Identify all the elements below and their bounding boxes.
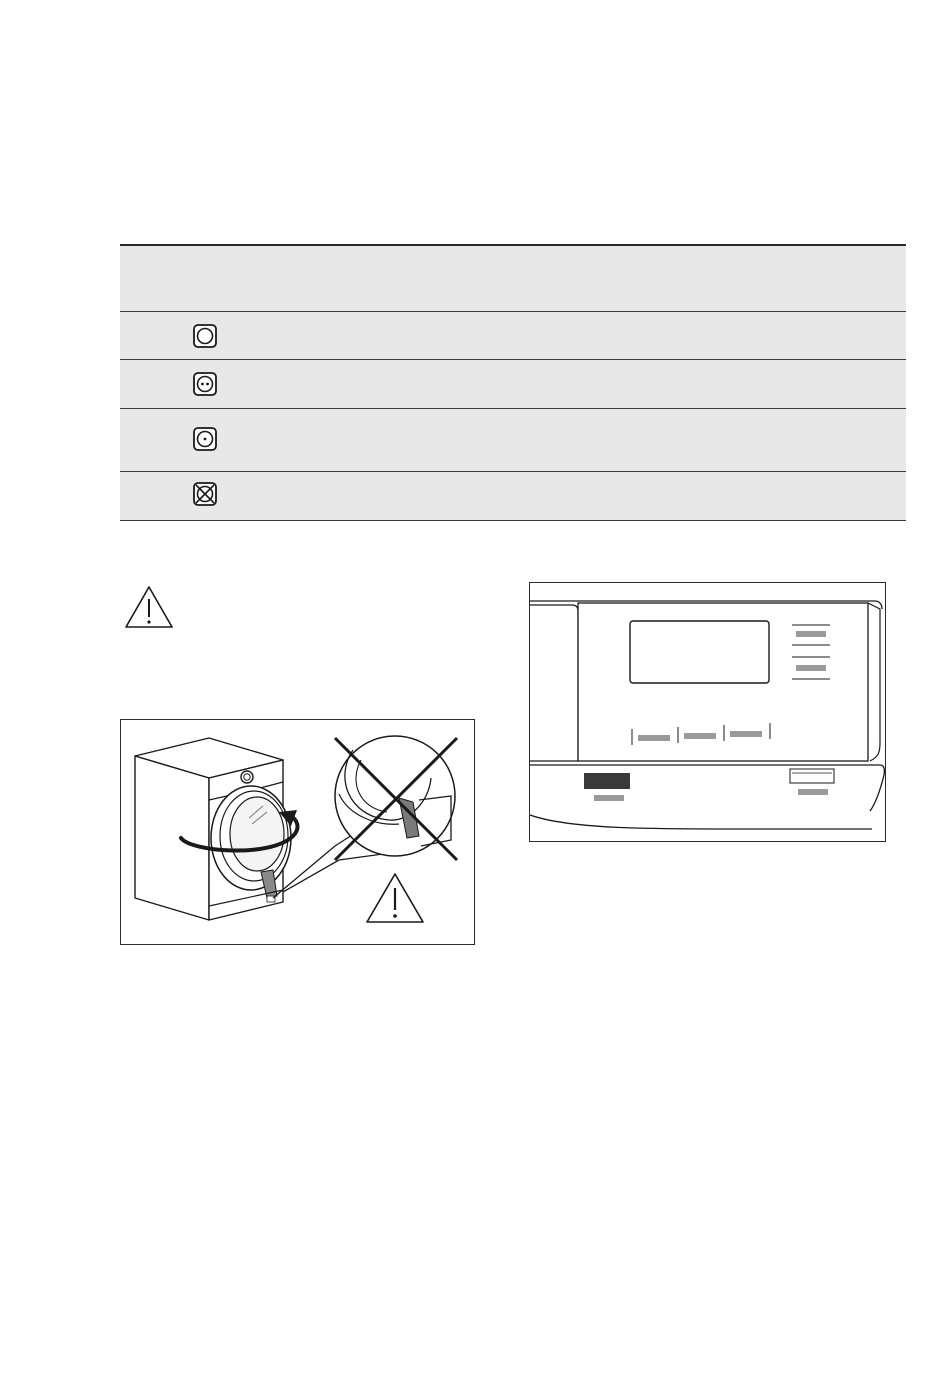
dryer-machine-icon	[121, 720, 474, 944]
control-panel-illustration	[529, 582, 886, 842]
button-icon	[584, 773, 630, 789]
warning-triangle-icon	[367, 874, 423, 922]
care-symbols-table	[120, 244, 906, 521]
display-screen-icon	[630, 621, 769, 683]
do-not-tumble-dry-icon	[193, 482, 217, 506]
warning-triangle-icon	[124, 585, 174, 629]
door-illustration	[120, 719, 475, 945]
table-row	[120, 360, 906, 409]
button-icon	[790, 769, 834, 783]
table-row	[120, 312, 906, 360]
table-header-row	[120, 246, 906, 312]
tumble-dry-symbol-icon	[193, 324, 217, 348]
table-row	[120, 472, 906, 521]
table-row	[120, 409, 906, 472]
tumble-dry-low-heat-icon	[193, 427, 217, 451]
tumble-dry-normal-heat-icon	[193, 372, 217, 396]
